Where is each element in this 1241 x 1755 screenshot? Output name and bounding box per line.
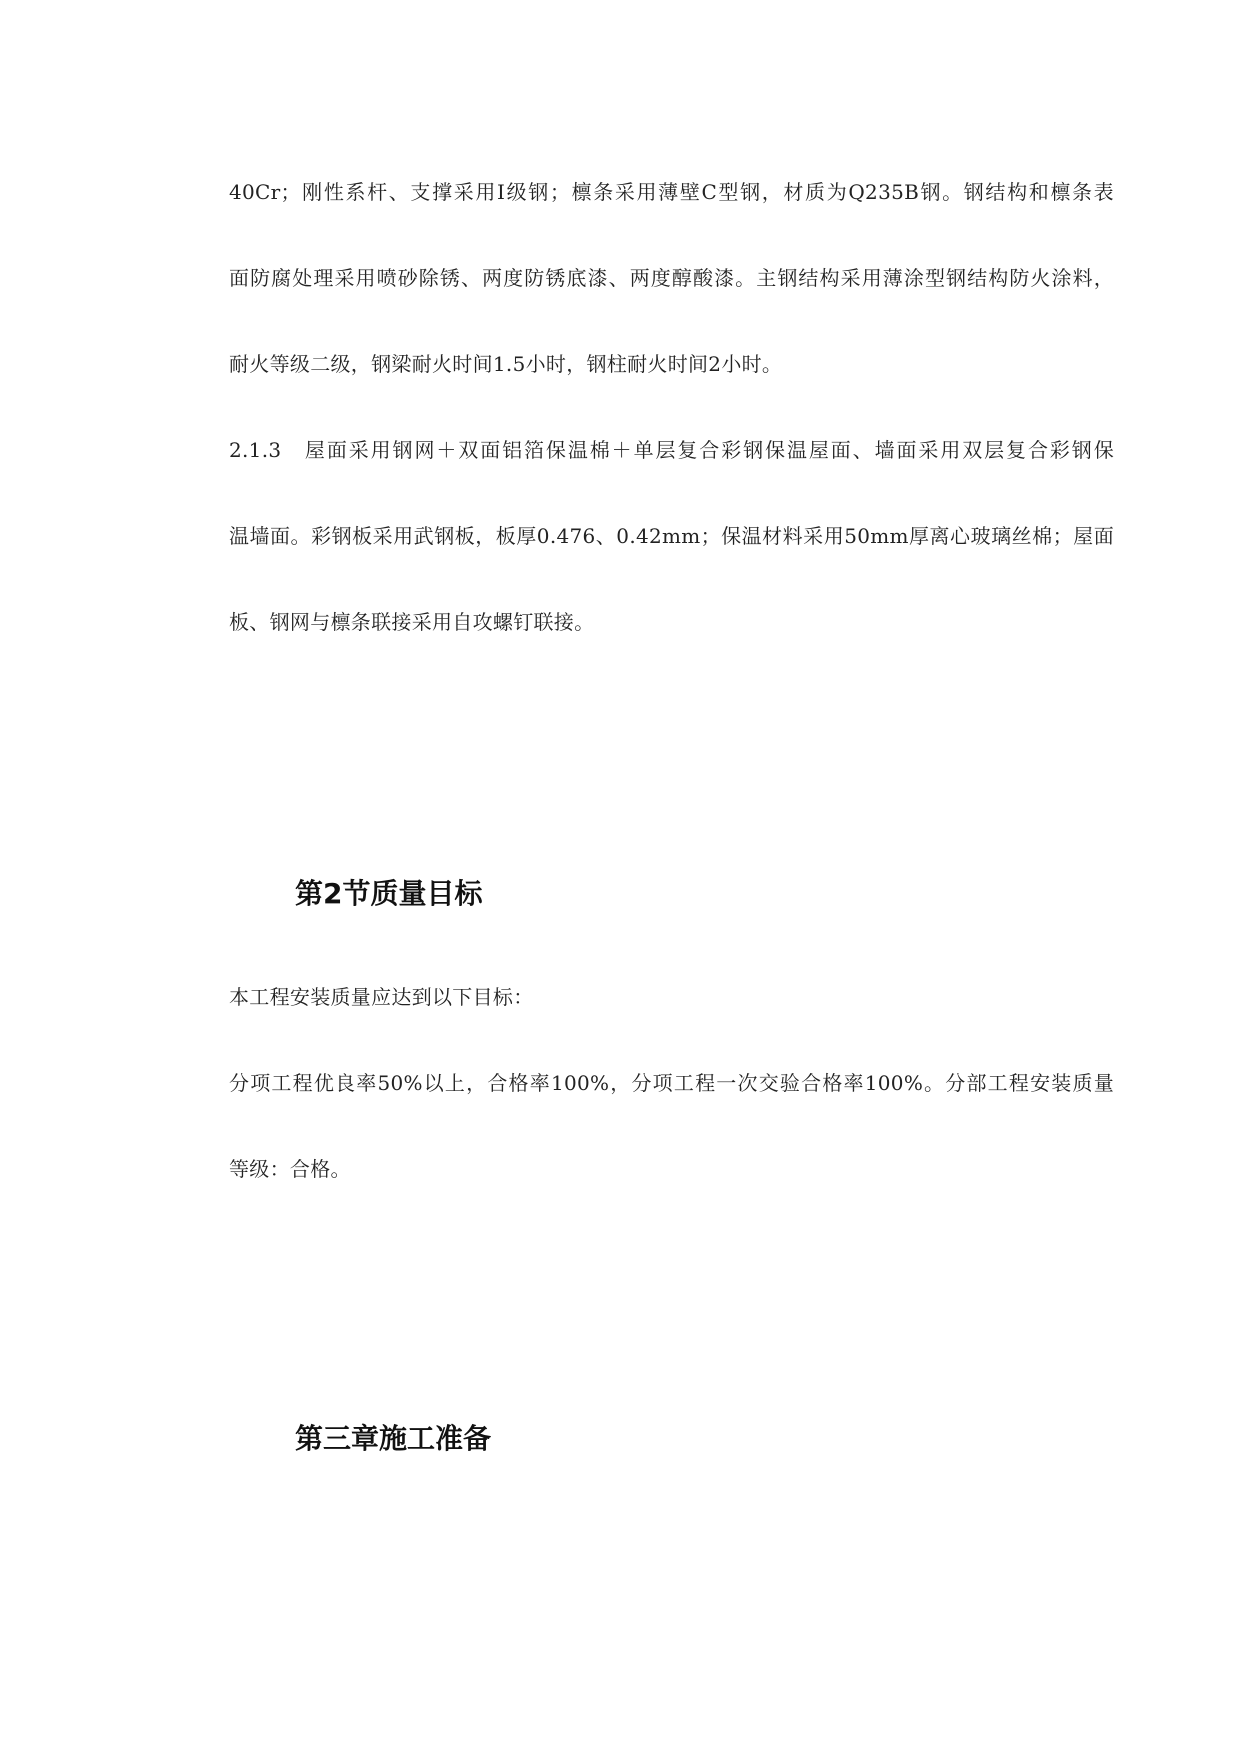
- paragraph-line: 面防腐处理采用喷砂除锈、两度防锈底漆、两度醇酸漆。主钢结构采用薄涂型钢结构防火涂料，: [229, 266, 1114, 290]
- paragraph-line: 板、钢网与檩条联接采用自攻螺钉联接。: [229, 610, 595, 634]
- paragraph-line: 40Cr；刚性系杆、支撑采用Ⅰ级钢；檩条采用薄壁C型钢，材质为Q235B钢。钢结构和檩条表: [229, 180, 1114, 204]
- chapter-heading: 第三章施工准备: [295, 1422, 492, 1455]
- section-heading: 第2节质量目标: [295, 877, 483, 910]
- paragraph-line: 温墙面。彩钢板采用武钢板，板厚0.476、0.42mm；保温材料采用50mm厚离心玻璃丝棉；屋面: [229, 524, 1114, 548]
- paragraph-line: 耐火等级二级，钢梁耐火时间1.5小时，钢柱耐火时间2小时。: [229, 352, 783, 376]
- paragraph-line: 等级：合格。: [229, 1157, 351, 1181]
- paragraph-line: 本工程安装质量应达到以下目标：: [229, 985, 534, 1009]
- paragraph-line: 分项工程优良率50%以上，合格率100%，分项工程一次交验合格率100%。分部工程安装质量: [229, 1071, 1114, 1095]
- paragraph-line: 2.1.3 屋面采用钢网＋双面铝箔保温棉＋单层复合彩钢保温屋面、墙面采用双层复合彩钢保: [229, 438, 1114, 462]
